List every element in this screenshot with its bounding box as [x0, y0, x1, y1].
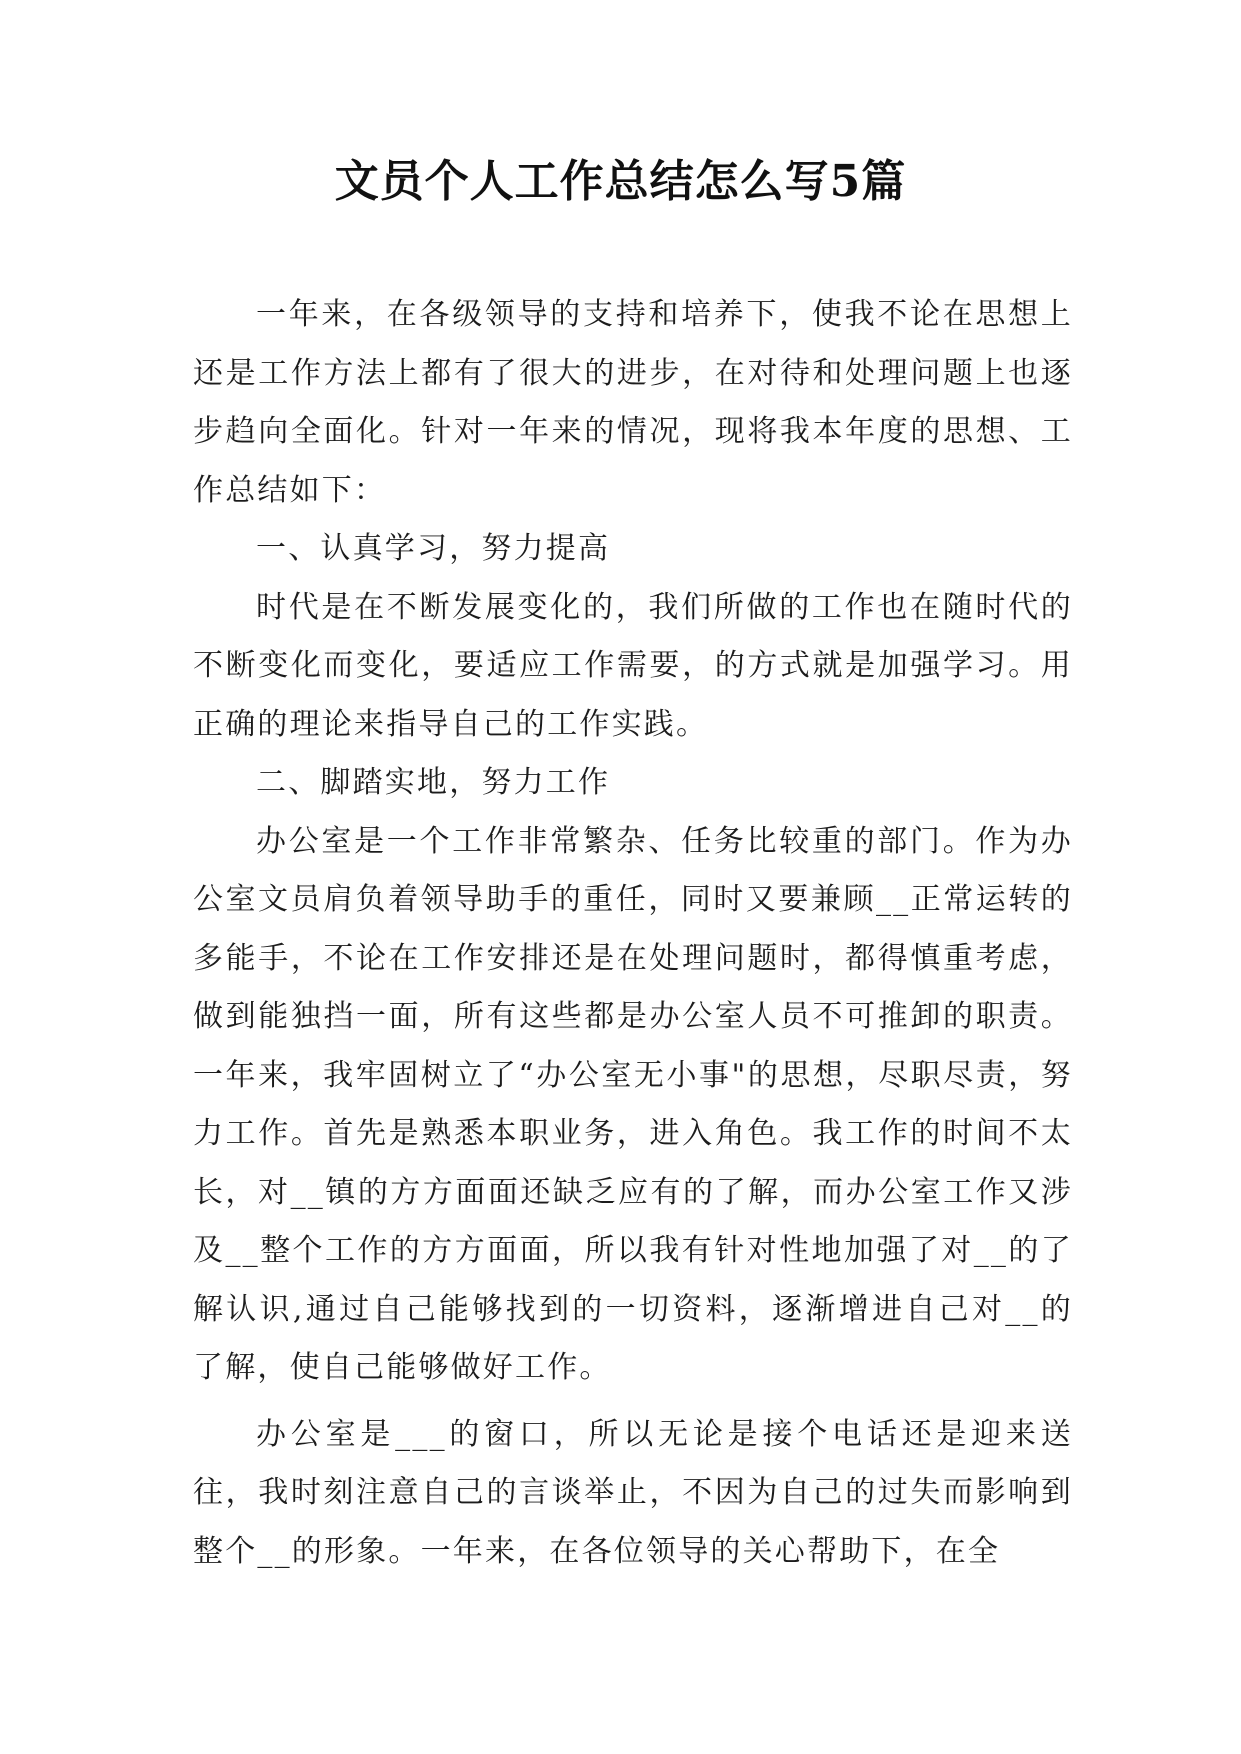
- section-heading-2: 二、脚踏实地，努力工作: [256, 765, 611, 800]
- document-title: 文员个人工作总结怎么写5篇: [334, 156, 907, 207]
- section-2-paragraph: 办公室是一个工作非常繁杂、任务比较重的部门。作为办公室文员肩负着领导助手的重任，同时又要兼顾__正常运转的多能手，不论在工作安排还是在处理问题时，都得慎重考虑，做到能独挡一面，所有这些都是办公室人员不可推卸的职责。一年来，我牢固树立了“办公室无小事"的思想，尽职尽责，努力工作。首先是熟悉本职业务，进入角色。我工作的时间不太长，对__镇的方方面面还缺乏应有的了解，而办公室工作又涉及__整个工作的方方面面，所以我有针对性地加强了对__的了解认识,通过自己能够找到的一切资料，逐渐增进自己对__的了解，使自己能够做好工作。: [193, 823, 1073, 1385]
- section-2-paragraph-continued: 办公室是___的窗口，所以无论是接个电话还是迎来送往，我时刻注意自己的言谈举止，不因为自己的过失而影响到整个__的形象。一年来，在各位领导的关心帮助下，在全: [193, 1416, 1073, 1569]
- intro-paragraph: 一年来，在各级领导的支持和培养下，使我不论在思想上还是工作方法上都有了很大的进步，在对待和处理问题上也逐步趋向全面化。针对一年来的情况，现将我本年度的思想、工作总结如下：: [193, 297, 1073, 508]
- section-heading-1: 一、认真学习，努力提高: [256, 531, 611, 566]
- section-1-paragraph: 时代是在不断发展变化的，我们所做的工作也在随时代的不断变化而变化，要适应工作需要，的方式就是加强学习。用正确的理论来指导自己的工作实践。: [193, 589, 1073, 742]
- document-body: [193, 286, 1073, 1581]
